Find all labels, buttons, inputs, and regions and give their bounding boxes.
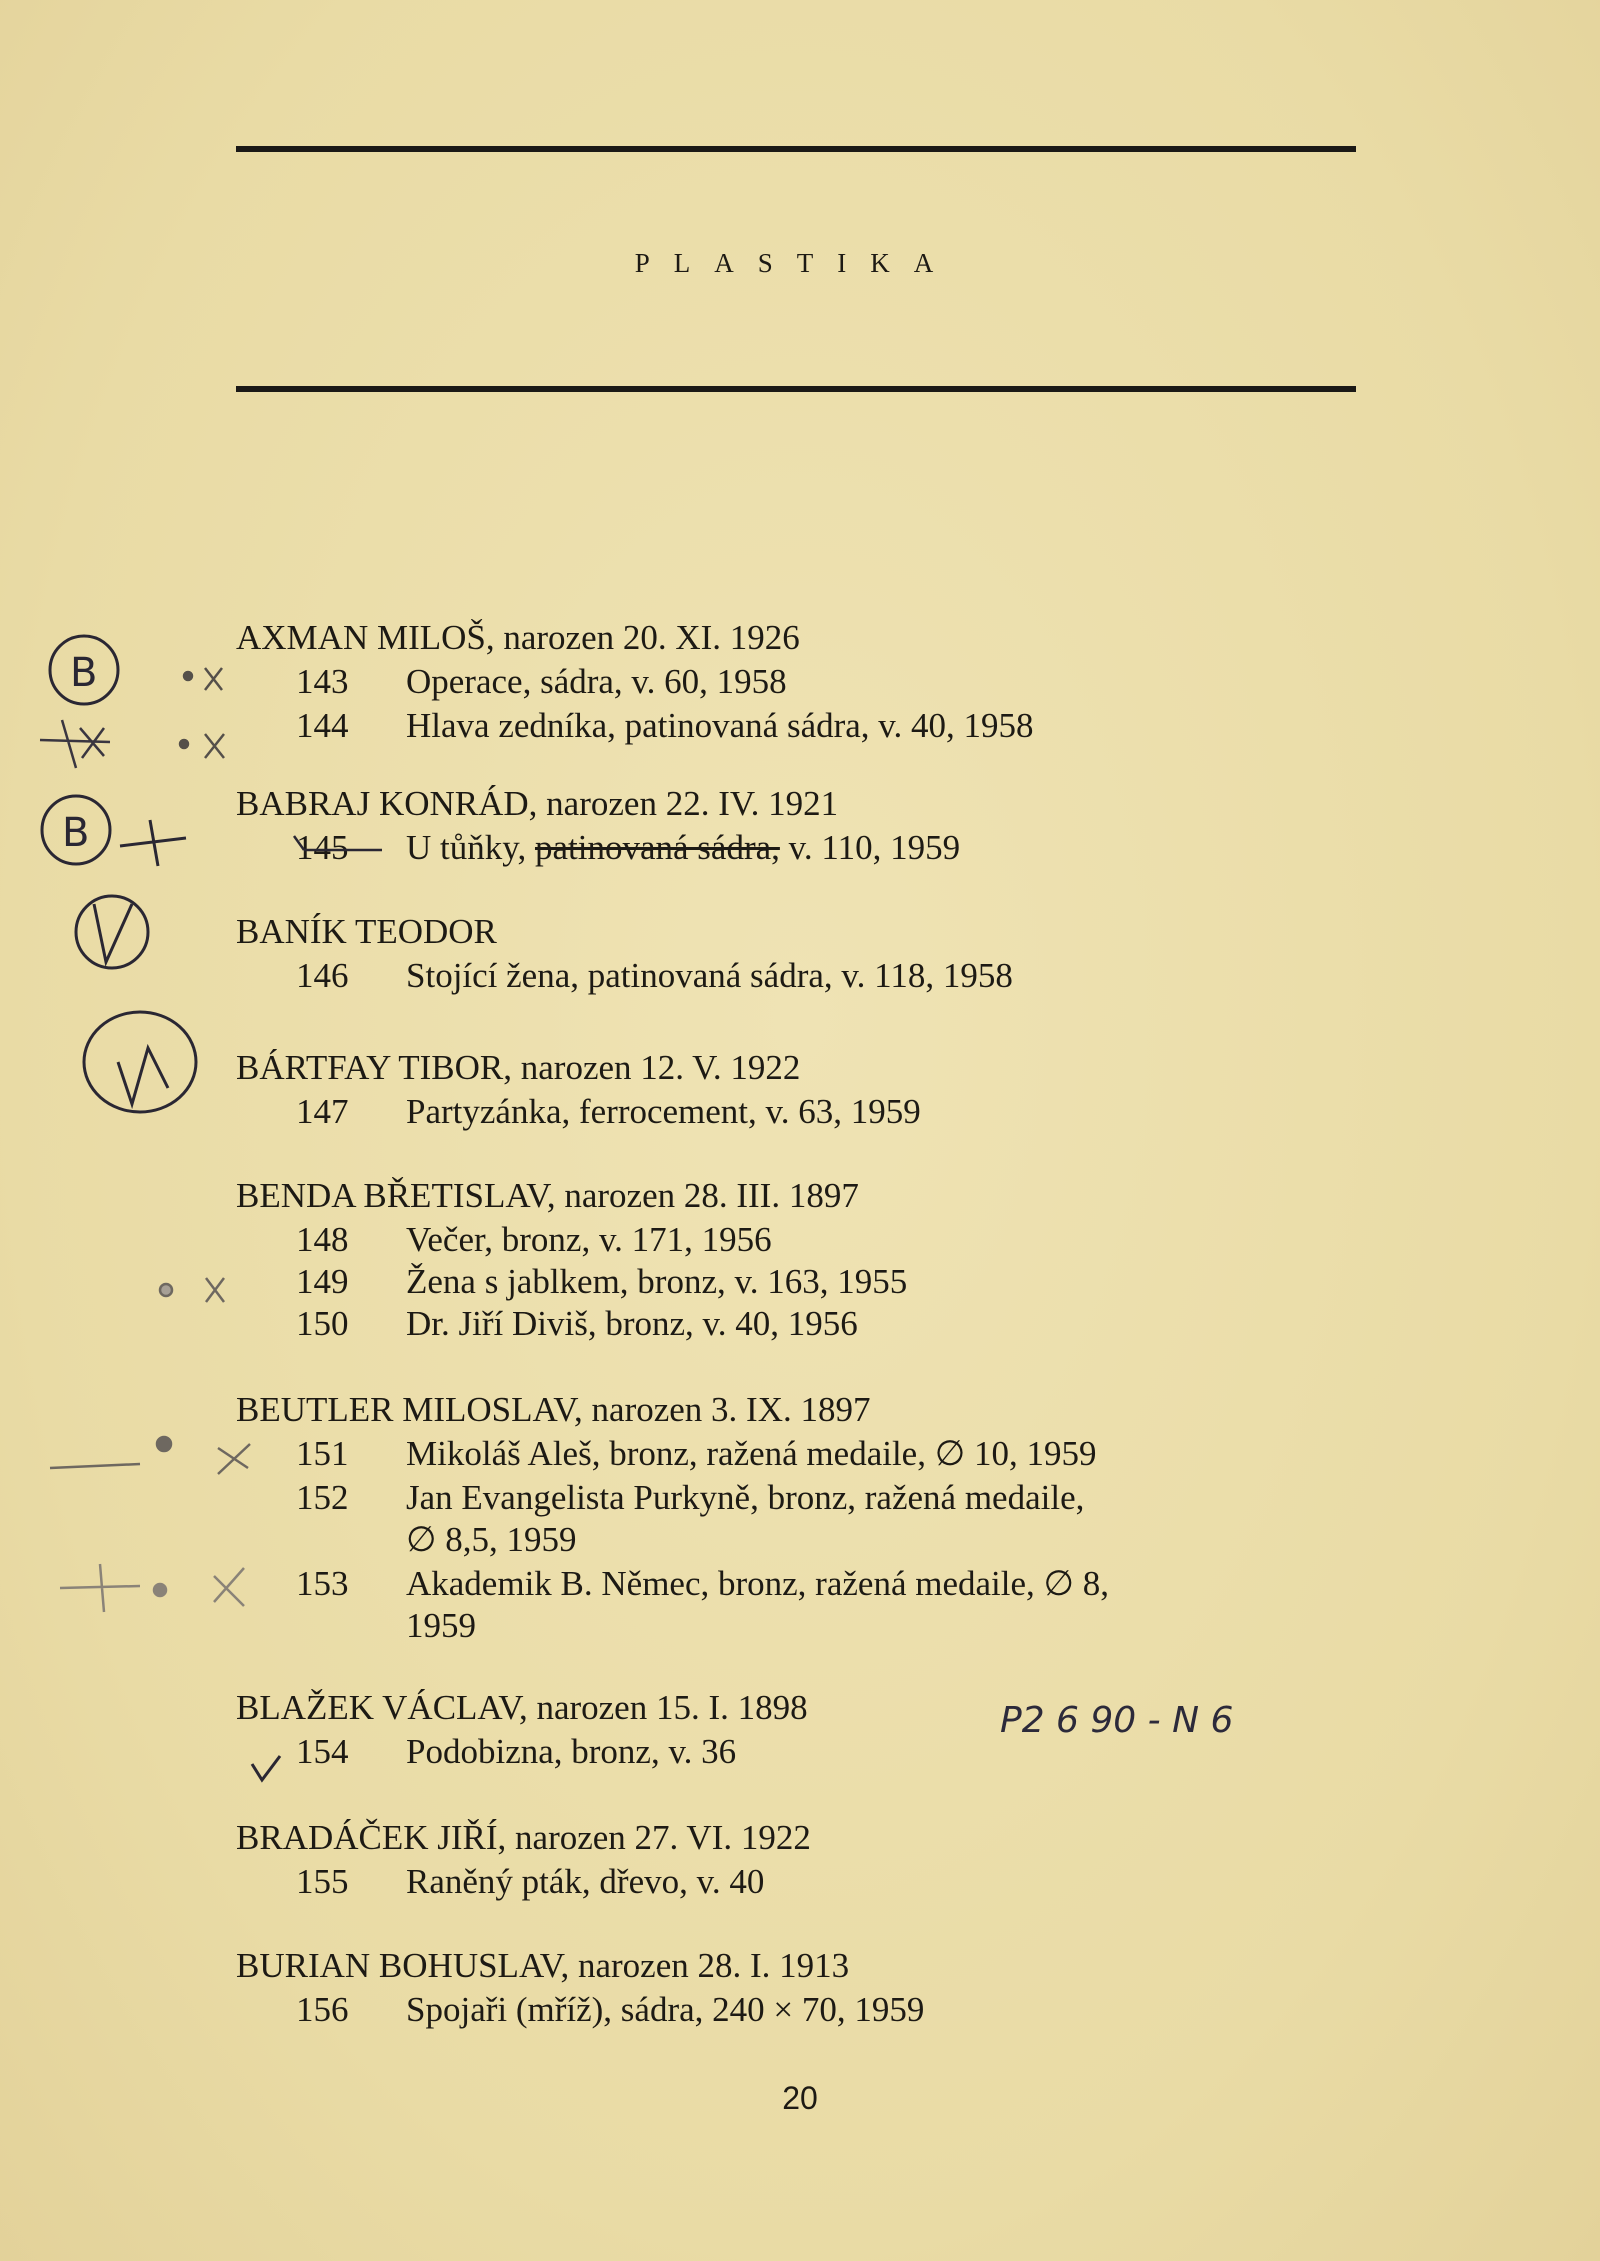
artist-heading: BLAŽEK VÁCLAV, narozen 15. I. 1898 [236,1688,808,1727]
cross-scribble-icon [40,720,110,768]
item-number: 153 [296,1564,349,1603]
circled-tick-mark-icon [84,1012,196,1112]
item-number: 147 [296,1092,349,1131]
item-number: 154 [296,1732,349,1771]
svg-text:B: B [62,810,90,856]
artist-heading: BENDA BŘETISLAV, narozen 28. III. 1897 [236,1176,859,1215]
artist-heading: BÁRTFAY TIBOR, narozen 12. V. 1922 [236,1048,801,1087]
tick-cross-icon [60,1564,244,1612]
circled-b-mark-icon [50,636,118,704]
checkmark-icon [294,836,382,850]
page-number: 20 [782,2080,818,2116]
circled-v-mark-icon [76,896,148,968]
artist-heading: AXMAN MILOŠ, narozen 20. XI. 1926 [236,618,800,657]
item-description-continued: ∅ 8,5, 1959 [406,1520,577,1559]
item-description: Partyzánka, ferrocement, v. 63, 1959 [406,1092,921,1131]
item-description: Mikoláš Aleš, bronz, ražená medaile, ∅ 10, 1959 [406,1434,1097,1473]
tick-cross-icon [160,1278,224,1302]
item-number: 155 [296,1862,349,1901]
item-description: Operace, sádra, v. 60, 1958 [406,662,787,701]
artist-heading: BEUTLER MILOSLAV, narozen 3. IX. 1897 [236,1390,871,1429]
item-description: Podobizna, bronz, v. 36 [406,1732,737,1771]
item-description-continued: 1959 [406,1606,476,1645]
artist-heading: BANÍK TEODOR [236,912,497,951]
item-description: Akademik B. Němec, bronz, ražená medaile, ∅ 8, [406,1564,1109,1603]
item-description-title: U tůňky, [406,828,535,867]
item-number: 152 [296,1478,349,1517]
item-description: Žena s jablkem, bronz, v. 163, 1955 [406,1262,908,1301]
item-description: Hlava zedníka, patinovaná sádra, v. 40, 1958 [406,706,1034,745]
item-number: 156 [296,1990,349,2029]
circled-b-mark-icon [42,796,186,866]
tick-cross-icon [180,668,224,758]
item-number: 145 [296,828,349,867]
artist-heading: BURIAN BOHUSLAV, narozen 28. I. 1913 [236,1946,850,1985]
item-description-tail: v. 110, 1959 [779,828,961,867]
checkmark-icon [252,1756,280,1780]
item-number: 148 [296,1220,349,1259]
item-number: 143 [296,662,349,701]
item-number: 149 [296,1262,349,1301]
handwritten-code: P2 6 90 - N 6 [1000,1700,1234,1741]
item-number: 151 [296,1434,349,1473]
item-description: Jan Evangelista Purkyně, bronz, ražená medaile, [406,1478,1085,1517]
item-description: Večer, bronz, v. 171, 1956 [406,1220,772,1259]
item-description: Raněný pták, dřevo, v. 40 [406,1862,765,1901]
item-number: 146 [296,956,349,995]
artist-heading: BABRAJ KONRÁD, narozen 22. IV. 1921 [236,784,839,823]
item-description: Spojaři (mříž), sádra, 240 × 70, 1959 [406,1990,925,2029]
item-number: 144 [296,706,349,745]
section-title: PLASTIKA [634,248,958,278]
item-description: Dr. Jiří Diviš, bronz, v. 40, 1956 [406,1304,858,1343]
artist-heading: BRADÁČEK JIŘÍ, narozen 27. VI. 1922 [236,1818,811,1857]
svg-text:B: B [70,650,98,696]
tick-cross-icon [50,1437,250,1474]
struck-text: patinovaná sádra, [534,828,780,867]
item-description: Stojící žena, patinovaná sádra, v. 118, 1958 [406,956,1013,995]
item-number: 150 [296,1304,349,1343]
